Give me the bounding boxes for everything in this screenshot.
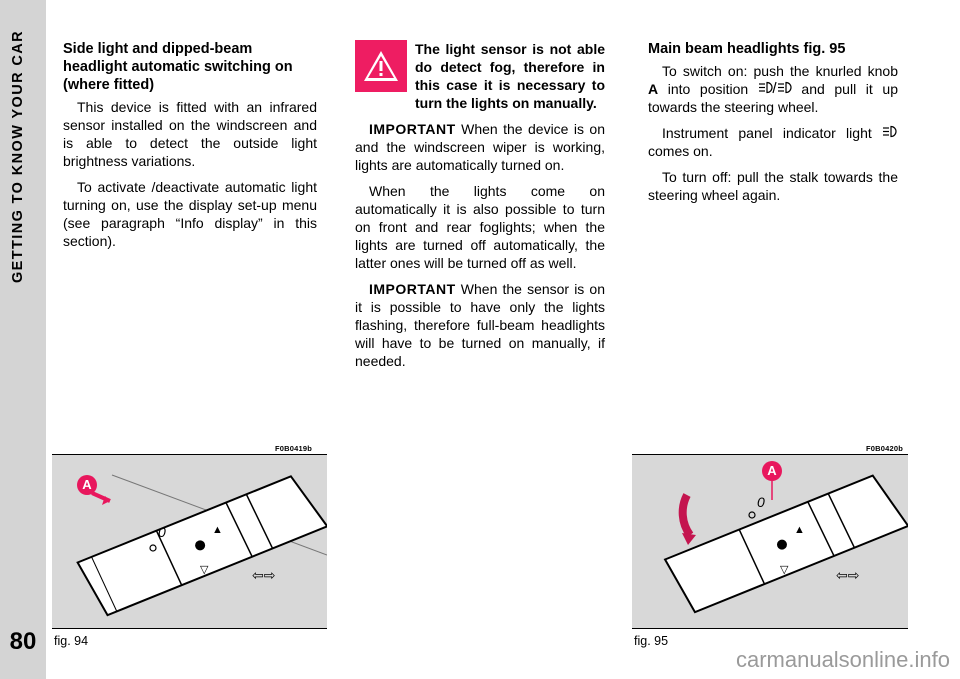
figure-code: F0B0419b: [275, 444, 313, 453]
warning-box: [355, 40, 605, 112]
arrow-up-icon: ▲: [794, 524, 805, 536]
paragraph-switch-off: To turn off: pull the stalk towards the steering wheel again.: [648, 169, 898, 203]
main-beam-icon: [758, 81, 792, 97]
column-2: [355, 40, 605, 378]
section-heading-main-beam: Main beam headlights fig. 95: [648, 41, 846, 57]
warning-triangle-icon: [355, 40, 407, 92]
section-heading-auto-lights: Side light and dipped-beam headlight automatic switching on (where fitted): [63, 41, 293, 93]
zero-marker: 0: [158, 524, 166, 540]
important-label: IMPORTANT: [369, 281, 456, 297]
important-text: When the device is on and the windscreen wiper is working, lights are automatically turned on.: [355, 121, 605, 173]
figure-caption: fig. 95: [634, 634, 669, 648]
page-number: 80: [9, 628, 37, 655]
arrow-up-icon: ▲: [212, 524, 223, 536]
watermark: carmanualsonline.info: [735, 647, 950, 672]
knob-label: A: [648, 81, 659, 97]
figure-code: F0B0420b: [866, 444, 904, 453]
important-text: When the sensor is on it is possible to have only the lights flashing, therefore full-beam headlights will have to be turned on manually, if needed.: [355, 281, 605, 369]
column-3: [648, 40, 898, 212]
figure-95: [632, 454, 908, 629]
section-title: GETTING TO KNOW YOUR CAR: [10, 30, 26, 283]
side-bar: [0, 0, 46, 679]
paragraph-switch-on: To switch on: push the knurled knob A into position and pull it up towards the steering wheel.: [648, 63, 898, 115]
callout-a: A: [762, 461, 782, 481]
paragraph-important-1: [355, 120, 605, 174]
figure-94: [52, 454, 327, 629]
warning-text: The light sensor is not able do detect fog, therefore in this case it is necessary to turn the lights on manually.: [415, 41, 605, 111]
turn-signal-icon: ⇦⇨: [252, 567, 276, 583]
arrow-down-icon: ▽: [780, 564, 789, 576]
figure-caption: fig. 94: [54, 634, 89, 648]
column-1: [63, 40, 317, 258]
paragraph-indicator: Instrument panel indicator light comes on.: [648, 124, 898, 160]
turn-signal-icon: ⇦⇨: [836, 567, 860, 583]
main-beam-indicator-icon: [882, 125, 898, 141]
zero-marker: 0: [757, 494, 765, 510]
paragraph-important-2: [355, 280, 605, 370]
paragraph-foglights: When the lights come on automatically it is also possible to turn on front and rear foglights; when the lights are turned off automatically, the latter ones will be turned off as well.: [355, 183, 605, 271]
arrow-down-icon: ▽: [200, 564, 209, 576]
callout-a: A: [77, 475, 97, 495]
paragraph-activate: To activate /deactivate automatic light turning on, use the display set-up menu (see paragraph “Info display” in this section).: [63, 179, 317, 249]
important-label: IMPORTANT: [369, 121, 456, 137]
paragraph-sensor: This device is fitted with an infrared sensor installed on the windscreen and is able to detect the outside light brightness variations.: [63, 99, 317, 169]
